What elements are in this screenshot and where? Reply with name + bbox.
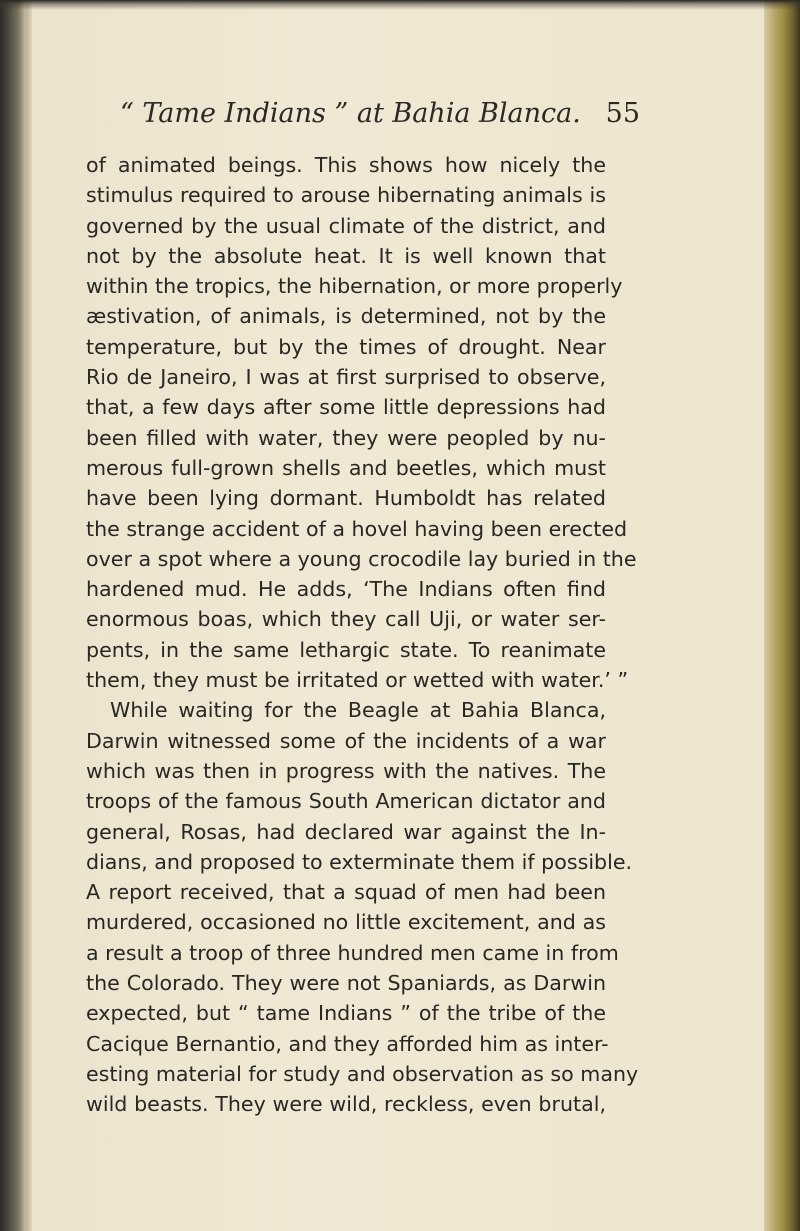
text-line: pents, in the same lethargic state. To reanimate xyxy=(86,637,606,662)
text-line: enormous boas, which they call Uji, or water ser- xyxy=(86,607,606,632)
text-line: been filled with water, they were peopled by nu- xyxy=(86,425,606,450)
running-title: “ Tame Indians ” at Bahia Blanca. xyxy=(120,98,581,129)
text-line: expected, but “ tame Indians ” of the tribe of the xyxy=(86,1001,606,1026)
text-line: A report received, that a squad of men had been xyxy=(86,880,606,905)
text-line: temperature, but by the times of drought. Near xyxy=(86,334,606,359)
page-edge-binding xyxy=(764,0,800,1231)
text-line: Rio de Janeiro, I was at first surprised to observe, xyxy=(86,365,606,390)
paragraph-first-line: While waiting for the Beagle at Bahia Blanca, xyxy=(110,698,606,723)
text-line: wild beasts. They were wild, reckless, even brutal, xyxy=(86,1092,606,1117)
text-line: them, they must be irritated or wetted with water.’ ” xyxy=(86,668,629,693)
text-line: hardened mud. He adds, ‘The Indians often find xyxy=(86,577,606,602)
text-line: esting material for study and observation as so many xyxy=(86,1061,639,1086)
page-gutter-shadow xyxy=(0,0,26,1231)
text-line: æstivation, of animals, is determined, not by the xyxy=(86,304,606,329)
text-line: dians, and proposed to exterminate them if possible. xyxy=(86,849,633,874)
page-inner-margin xyxy=(26,0,32,1231)
text-line: murdered, occasioned no little excitement, and as xyxy=(86,910,606,935)
text-line: the strange accident of a hovel having been erected xyxy=(86,516,628,541)
text-line: Darwin witnessed some of the incidents of a war xyxy=(86,728,606,753)
text-line: which was then in progress with the natives. The xyxy=(86,758,606,783)
text-line: over a spot where a young crocodile lay buried in the xyxy=(86,546,637,571)
text-line: that, a few days after some little depressions had xyxy=(86,395,606,420)
text-line: a result a troop of three hundred men came in from xyxy=(86,940,619,965)
page-number: 55 xyxy=(605,98,640,129)
scan-top-shadow xyxy=(0,0,800,10)
text-line: within the tropics, the hibernation, or more properly xyxy=(86,274,623,299)
text-line: the Colorado. They were not Spaniards, as Darwin xyxy=(86,971,606,996)
text-line: Cacique Bernantio, and they afforded him as inter- xyxy=(86,1031,609,1056)
text-line: have been lying dormant. Humboldt has related xyxy=(86,486,606,511)
text-line: general, Rosas, had declared war against the In- xyxy=(86,819,606,844)
text-line: not by the absolute heat. It is well known that xyxy=(86,243,606,268)
text-line: of animated beings. This shows how nicely the xyxy=(86,153,606,177)
text-line: governed by the usual climate of the district, and xyxy=(86,213,606,238)
text-line: stimulus required to arouse hibernating animals is xyxy=(86,183,606,208)
text-line: troops of the famous South American dictator and xyxy=(86,789,606,814)
running-head xyxy=(120,98,640,138)
body-text xyxy=(86,150,639,1120)
text-line: merous full-grown shells and beetles, which must xyxy=(86,455,606,480)
